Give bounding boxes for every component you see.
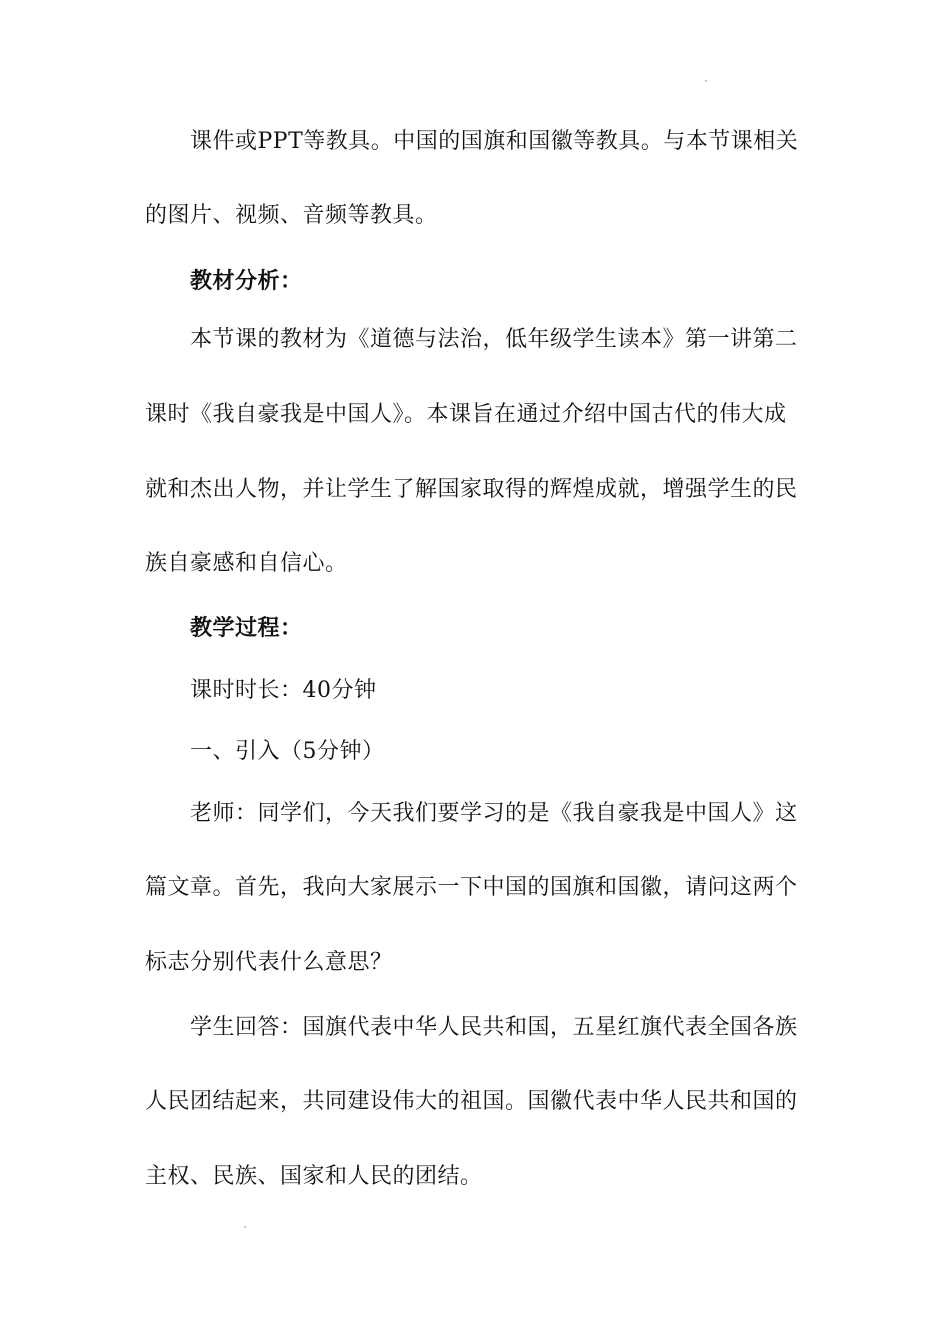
section-heading: 教学过程：: [190, 616, 303, 641]
paragraph-line: 课时时长：40分钟: [190, 678, 377, 703]
paragraph-line: 的图片、视频、音频等教具。: [145, 203, 438, 228]
paragraph-line: 就和杰出人物，并让学生了解国家取得的辉煌成就，增强学生的民: [145, 477, 798, 502]
corner-mark-top: [705, 80, 707, 82]
paragraph-line: 本节课的教材为《道德与法治，低年级学生读本》第一讲第二: [190, 327, 798, 352]
paragraph-line: 标志分别代表什么意思？: [145, 950, 393, 975]
paragraph-line: 课时《我自豪我是中国人》。本课旨在通过介绍中国古代的伟大成: [145, 402, 787, 427]
paragraph-line: 族自豪感和自信心。: [145, 551, 348, 576]
paragraph-line: 人民团结起来，共同建设伟大的祖国。国徽代表中华人民共和国的: [145, 1089, 798, 1114]
corner-mark-bottom: [244, 1226, 246, 1228]
section-heading: 教材分析：: [190, 269, 303, 294]
paragraph-line: 课件或PPT等教具。中国的国旗和国徽等教具。与本节课相关: [190, 129, 799, 154]
paragraph-line: 老师：同学们，今天我们要学习的是《我自豪我是中国人》这: [190, 801, 798, 826]
paragraph-line: 篇文章。首先，我向大家展示一下中国的国旗和国徽，请问这两个: [145, 875, 798, 900]
paragraph-line: 主权、民族、国家和人民的团结。: [145, 1164, 483, 1189]
paragraph-line: 一、引入（5分钟）: [190, 739, 385, 764]
paragraph-line: 学生回答：国旗代表中华人民共和国，五星红旗代表全国各族: [190, 1015, 798, 1040]
